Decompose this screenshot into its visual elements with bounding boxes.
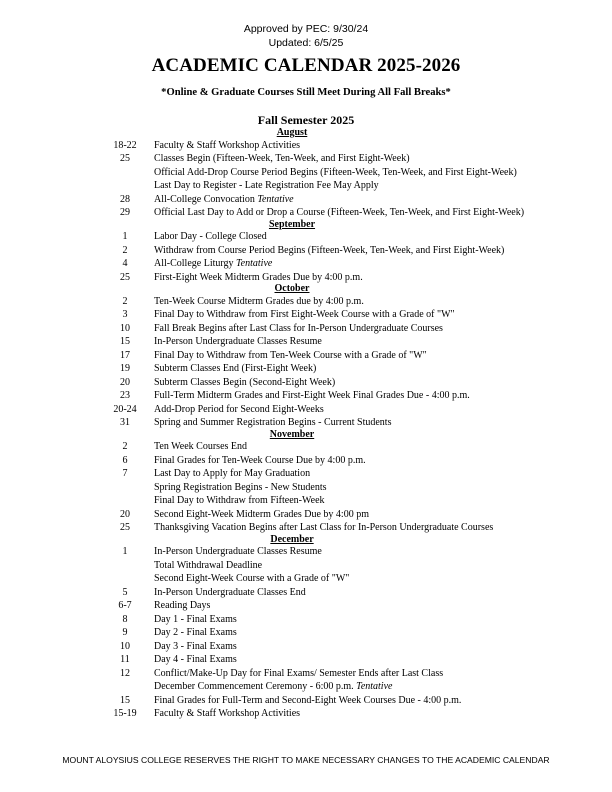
event-text: Add-Drop Period for Second Eight-Weeks (154, 403, 324, 415)
calendar-row (0, 586, 612, 600)
event-description (154, 440, 247, 454)
event-date: 10 (120, 640, 130, 652)
event-text: Official Add-Drop Course Period Begins (Fifteen-Week, Ten-Week, and First Eight-Week) (154, 166, 517, 178)
calendar-row (0, 166, 612, 180)
event-date: 5 (122, 586, 128, 598)
event-date: 4 (122, 258, 128, 270)
event-date: 18-22 (113, 139, 137, 151)
calendar-row (0, 508, 612, 522)
event-date: 3 (122, 309, 128, 321)
event-text: All-College Liturgy (154, 258, 234, 270)
event-description (154, 494, 325, 508)
event-text: Day 3 - Final Exams (154, 640, 237, 652)
event-date: 20 (120, 376, 130, 388)
event-description (154, 244, 504, 258)
event-text: Withdraw from Course Period Begins (Fifteen-Week, Ten-Week, and First Eight-Week) (154, 244, 505, 256)
calendar-row (0, 680, 612, 694)
event-date: 6 (122, 454, 128, 466)
event-date: 1 (122, 231, 128, 243)
calendar-row (0, 295, 612, 309)
event-text: Ten-Week Course Midterm Grades due by 4:00 p.m. (154, 295, 364, 307)
event-date: 15-19 (113, 708, 137, 720)
event-text: Classes Begin (Fifteen-Week, Ten-Week, and First Eight-Week) (154, 153, 410, 165)
event-text: Conflict/Make-Up Day for Final Exams/ Semester Ends after Last Class (154, 667, 444, 679)
event-description (154, 230, 267, 244)
event-text: Day 2 - Final Exams (154, 627, 237, 639)
calendar-row (0, 572, 612, 586)
updated-date: Updated: 6/5/25 (268, 37, 344, 49)
event-description (154, 295, 364, 309)
event-description (154, 376, 335, 390)
calendar-row (0, 179, 612, 193)
event-description (154, 335, 322, 349)
event-text: December Commencement Ceremony - 6:00 p.m. (154, 681, 354, 693)
page-title: ACADEMIC CALENDAR 2025-2026 (151, 55, 461, 76)
event-date: 15 (120, 336, 130, 348)
event-description (154, 206, 524, 220)
calendar-row (0, 494, 612, 508)
calendar-row (0, 308, 612, 322)
calendar-row (0, 206, 612, 220)
event-date: 6-7 (118, 600, 132, 612)
event-date: 17 (120, 349, 130, 361)
month-heading: December (270, 533, 314, 545)
event-date: 19 (120, 363, 130, 375)
event-text: Day 4 - Final Exams (154, 654, 237, 666)
subtitle-note: *Online & Graduate Courses Still Meet During All Fall Breaks* (161, 87, 451, 98)
calendar-list (0, 128, 612, 721)
event-description (154, 454, 366, 468)
event-description (154, 416, 391, 430)
event-text: Last Day to Register - Late Registration Fee May Apply (154, 180, 379, 192)
event-text: Second Eight-Week Course with a Grade of "W" (154, 573, 350, 585)
tentative-label: Tentative (257, 193, 294, 205)
calendar-row (0, 467, 612, 481)
event-text: Second Eight-Week Midterm Grades Due by 4:00 pm (154, 508, 369, 520)
event-text: Ten Week Courses End (154, 441, 248, 453)
calendar-row (0, 376, 612, 390)
event-description (154, 349, 427, 363)
calendar-row (0, 152, 612, 166)
calendar-row (0, 559, 612, 573)
calendar-row (0, 694, 612, 708)
event-date: 25 (120, 153, 130, 165)
calendar-row (0, 454, 612, 468)
event-description (154, 308, 455, 322)
event-text: Reading Days (154, 600, 211, 612)
event-date: 20-24 (113, 403, 137, 415)
event-date: 8 (122, 613, 128, 625)
calendar-row (0, 349, 612, 363)
calendar-row (0, 139, 612, 153)
calendar-row (0, 389, 612, 403)
approval-info (0, 22, 612, 50)
event-description (154, 667, 443, 681)
event-description (154, 653, 237, 667)
event-date: 29 (120, 207, 130, 219)
event-text: Final Day to Withdraw from First Eight-Week Course with a Grade of "W" (154, 309, 455, 321)
event-text: Spring Registration Begins - New Students (154, 481, 327, 493)
semester-heading: Fall Semester 2025 (257, 113, 355, 127)
event-date: 15 (120, 694, 130, 706)
footer-disclaimer: MOUNT ALOYSIUS COLLEGE RESERVES THE RIGHT TO MAKE NECESSARY CHANGES TO THE ACADEMIC CALENDAR (62, 755, 550, 765)
event-date: 20 (120, 508, 130, 520)
event-description (154, 545, 322, 559)
event-description (154, 572, 349, 586)
event-description (154, 403, 324, 417)
calendar-row (0, 613, 612, 627)
event-description (154, 707, 300, 721)
event-description (154, 508, 369, 522)
calendar-row (0, 271, 612, 285)
event-description (154, 694, 461, 708)
event-text: Fall Break Begins after Last Class for In-Person Undergraduate Courses (154, 322, 443, 334)
event-description (154, 680, 392, 694)
calendar-row (0, 244, 612, 258)
event-date: 23 (120, 390, 130, 402)
event-description (154, 467, 310, 481)
event-text: First-Eight Week Midterm Grades Due by 4:00 p.m. (154, 271, 363, 283)
event-description (154, 599, 210, 613)
event-text: Faculty & Staff Workshop Activities (154, 139, 301, 151)
event-description (154, 521, 493, 535)
event-description (154, 613, 237, 627)
calendar-row (0, 403, 612, 417)
event-date: 2 (122, 295, 128, 307)
calendar-row (0, 545, 612, 559)
event-date: 9 (122, 627, 128, 639)
event-description (154, 322, 443, 336)
event-description (154, 640, 237, 654)
event-description (154, 193, 294, 207)
event-text: Last Day to Apply for May Graduation (154, 468, 311, 480)
event-date: 11 (120, 654, 130, 666)
event-text: Subterm Classes End (First-Eight Week) (154, 363, 317, 375)
event-text: Thanksgiving Vacation Begins after Last Class for In-Person Undergraduate Courses (154, 522, 494, 534)
event-description (154, 257, 272, 271)
event-text: Official Last Day to Add or Drop a Course (Fifteen-Week, Ten-Week, and First Eight-Week) (154, 207, 525, 219)
calendar-row (0, 416, 612, 430)
calendar-row (0, 481, 612, 495)
event-description (154, 179, 379, 193)
event-text: Final Grades for Ten-Week Course Due by 4:00 p.m. (154, 454, 366, 466)
event-text: In-Person Undergraduate Classes Resume (154, 336, 322, 348)
event-description (154, 271, 363, 285)
calendar-row (0, 193, 612, 207)
event-description (154, 166, 517, 180)
event-description (154, 586, 306, 600)
event-date: 25 (120, 271, 130, 283)
event-date: 2 (122, 244, 128, 256)
calendar-row (0, 230, 612, 244)
calendar-row (0, 257, 612, 271)
calendar-row (0, 599, 612, 613)
month-heading: August (276, 127, 308, 138)
event-date: 12 (120, 667, 130, 679)
event-text: Day 1 - Final Exams (154, 613, 237, 625)
calendar-row (0, 362, 612, 376)
approved-date: Approved by PEC: 9/30/24 (243, 23, 369, 35)
event-text: All-College Convocation (154, 193, 255, 205)
calendar-row (0, 653, 612, 667)
event-text: Total Withdrawal Deadline (154, 559, 263, 571)
event-text: In-Person Undergraduate Classes Resume (154, 546, 322, 558)
event-date: 7 (122, 468, 128, 480)
calendar-row (0, 667, 612, 681)
event-text: Full-Term Midterm Grades and First-Eight Week Final Grades Due - 4:00 p.m. (154, 390, 470, 402)
calendar-row (0, 707, 612, 721)
calendar-row (0, 640, 612, 654)
event-description (154, 152, 410, 166)
event-text: Final Day to Withdraw from Ten-Week Course with a Grade of "W" (154, 349, 427, 361)
event-text: In-Person Undergraduate Classes End (154, 586, 306, 598)
event-description (154, 389, 470, 403)
event-date: 25 (120, 522, 130, 534)
month-heading: November (269, 428, 315, 440)
event-text: Faculty & Staff Workshop Activities (154, 708, 301, 720)
calendar-row (0, 626, 612, 640)
event-text: Final Grades for Full-Term and Second-Eight Week Courses Due - 4:00 p.m. (154, 694, 462, 706)
event-text: Final Day to Withdraw from Fifteen-Week (154, 495, 325, 507)
calendar-row (0, 322, 612, 336)
event-date: 28 (120, 193, 130, 205)
event-text: Spring and Summer Registration Begins - Current Students (154, 417, 392, 429)
calendar-row (0, 521, 612, 535)
event-description (154, 559, 262, 573)
tentative-label: Tentative (356, 681, 393, 693)
event-text: Labor Day - College Closed (154, 231, 267, 243)
event-date: 31 (120, 417, 130, 429)
event-date: 1 (122, 546, 128, 558)
event-description (154, 481, 327, 495)
calendar-row (0, 335, 612, 349)
month-heading: September (268, 218, 316, 230)
event-description (154, 139, 300, 153)
event-description (154, 626, 237, 640)
event-text: Subterm Classes Begin (Second-Eight Week) (154, 376, 336, 388)
event-description (154, 362, 316, 376)
calendar-row (0, 440, 612, 454)
event-date: 2 (122, 441, 128, 453)
event-date: 10 (120, 322, 130, 334)
month-heading: October (274, 283, 310, 295)
tentative-label: Tentative (236, 258, 273, 270)
